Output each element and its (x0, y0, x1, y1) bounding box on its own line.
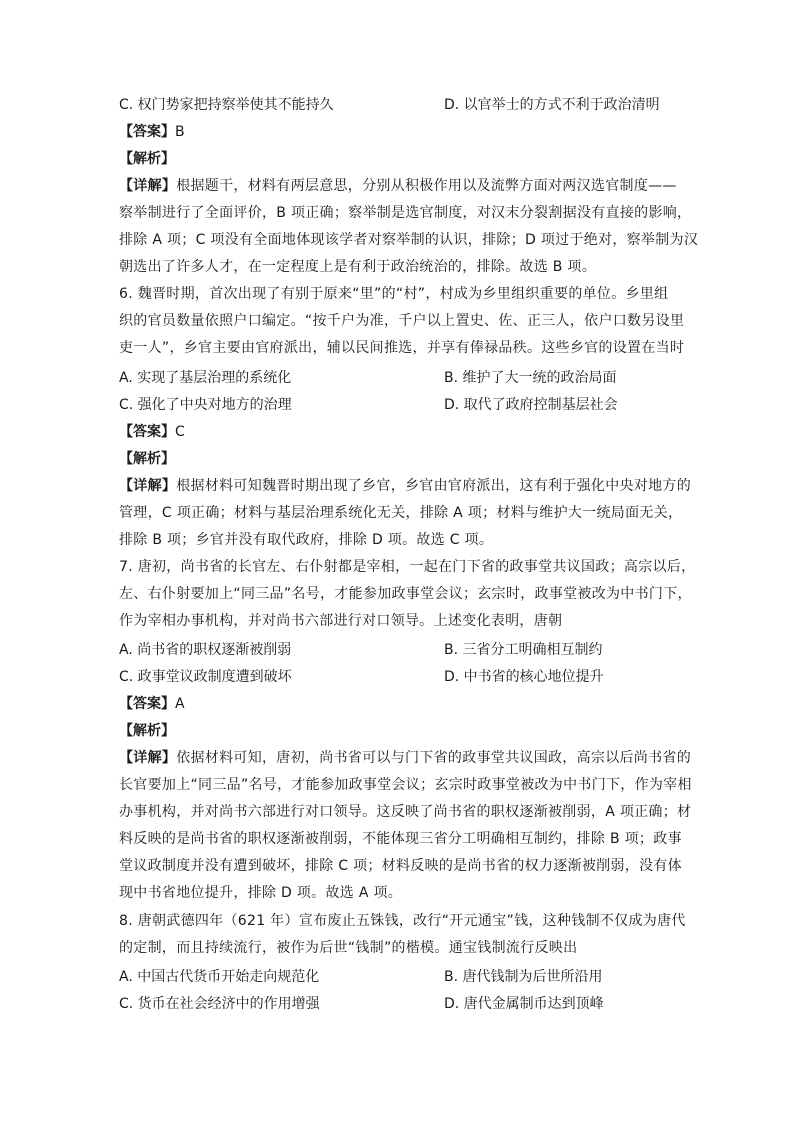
q6-option-d: D. 取代了政府控制基层社会 (444, 397, 618, 413)
q7-stem-line-1: 7. 唐初，尚书省的长官左、右仆射都是宰相，一起在门下省的政事堂共议国政；高宗以后， (119, 559, 696, 575)
detail-tag: 【详解】 (119, 178, 177, 194)
q7-option-a: A. 尚书省的职权逐渐被削弱 (119, 642, 292, 658)
q7-stem-line-3: 作为宰相办事机构，并对尚书六部进行对口领导。上述变化表明，唐朝 (119, 613, 563, 629)
q7-detail-line-4: 料反映的是尚书省的职权逐渐被削弱，不能体现三省分工明确相互制约，排除 B 项；政事 (119, 831, 682, 847)
q7-stem-line-2: 左、右仆射要加上“同三品”名号，才能参加政事堂会议；玄宗时，政事堂被改为中书门下， (119, 586, 692, 602)
answer-tag: 【答案】 (119, 424, 175, 440)
answer-tag: 【答案】 (119, 696, 175, 712)
q7-detail-line-3: 办事机构，并对尚书六部进行对口领导。这反映了尚书省的职权逐渐被削弱，A 项正确；材 (119, 804, 692, 820)
q6-stem-line-2: 织的官员数量依照户口编定。“按千户为准，千户以上置史、佐、正三人，依户口数另设里 (119, 313, 685, 329)
q7-detail-line-2: 长官要加上“同三品”名号，才能参加政事堂会议；玄宗时政事堂被改为中书门下，作为宰相 (119, 777, 692, 793)
q5-detail-line-1: 【详解】根据题干，材料有两层意思，分别从积极作用以及流弊方面对两汉选官制度—— (119, 178, 677, 194)
q5-option-d: D. 以官举士的方式不利于政治清明 (444, 97, 660, 113)
q8-stem-line-1: 8. 唐朝武德四年（621 年）宣布废止五铢钱，改行“开元通宝”钱，这种钱制不仅成为唐代 (119, 913, 686, 929)
q5-detail-line-4: 朝选出了许多人才，在一定程度上是有利于政治统治的，排除。故选 B 项。 (119, 259, 597, 275)
q6-detail-line-1: 【详解】根据材料可知魏晋时期出现了乡官，乡官由官府派出，这有利于强化中央对地方的 (119, 478, 692, 494)
q7-analysis-tag: 【解析】 (119, 723, 175, 739)
q6-detail-line-2: 管理，C 项正确；材料与基层治理系统化无关，排除 A 项；材料与维护大一统局面无关， (119, 505, 683, 521)
q6-answer (119, 422, 185, 442)
q6-analysis-tag: 【解析】 (119, 451, 175, 467)
q8-option-b: B. 唐代钱制为后世所沿用 (444, 969, 603, 985)
q6-option-b: B. 维护了大一统的政治局面 (444, 370, 617, 386)
q6-option-a: A. 实现了基层治理的系统化 (119, 370, 292, 386)
answer-value: A (175, 696, 185, 712)
q7-detail-line-1: 【详解】依据材料可知，唐初，尚书省可以与门下省的政事堂共议国政，高宗以后尚书省的 (119, 750, 692, 766)
answer-value: B (175, 124, 185, 140)
detail-tag: 【详解】 (119, 750, 177, 766)
detail-tag: 【详解】 (119, 478, 177, 494)
q8-stem-line-2: 的定制，而且持续流行，被作为后世“钱制”的楷模。通宝钱制流行反映出 (119, 940, 578, 956)
q8-option-d: D. 唐代金属制币达到顶峰 (444, 996, 604, 1012)
q7-detail-line-6: 现中书省地位提升，排除 D 项。故选 A 项。 (119, 885, 403, 901)
q7-detail-line-5: 堂议政制度并没有遭到破坏，排除 C 项；材料反映的是尚书省的权力逐渐被削弱，没有体 (119, 858, 682, 874)
q5-answer (119, 122, 185, 142)
q7-option-d: D. 中书省的核心地位提升 (444, 669, 604, 685)
q8-option-c: C. 货币在社会经济中的作用增强 (119, 996, 320, 1012)
q6-option-c: C. 强化了中央对地方的治理 (119, 397, 292, 413)
q5-option-c: C. 权门势家把持察举使其不能持久 (119, 97, 334, 113)
q7-answer (119, 694, 185, 714)
q8-option-a: A. 中国古代货币开始走向规范化 (119, 969, 320, 985)
q5-analysis-tag: 【解析】 (119, 151, 175, 167)
q6-detail-line-3: 排除 B 项；乡官并没有取代政府，排除 D 项。故选 C 项。 (119, 532, 494, 548)
q7-option-c: C. 政事堂议政制度遭到破坏 (119, 669, 292, 685)
answer-value: C (175, 424, 185, 440)
q6-stem-line-3: 吏一人”，乡官主要由官府派出，辅以民间推选，并享有俸禄品秩。这些乡官的设置在当时 (119, 340, 685, 356)
answer-tag: 【答案】 (119, 124, 175, 140)
q7-option-b: B. 三省分工明确相互制约 (444, 642, 603, 658)
q5-detail-line-2: 察举制进行了全面评价，B 项正确；察举制是选官制度，对汉末分裂割据没有直接的影响， (119, 205, 692, 221)
q5-detail-line-3: 排除 A 项；C 项没有全面地体现该学者对察举制的认识，排除；D 项过于绝对，察举制为汉 (119, 232, 699, 248)
q6-stem-line-1: 6. 魏晋时期，首次出现了有别于原来“里”的“村”，村成为乡里组织重要的单位。乡里组 (119, 286, 669, 302)
